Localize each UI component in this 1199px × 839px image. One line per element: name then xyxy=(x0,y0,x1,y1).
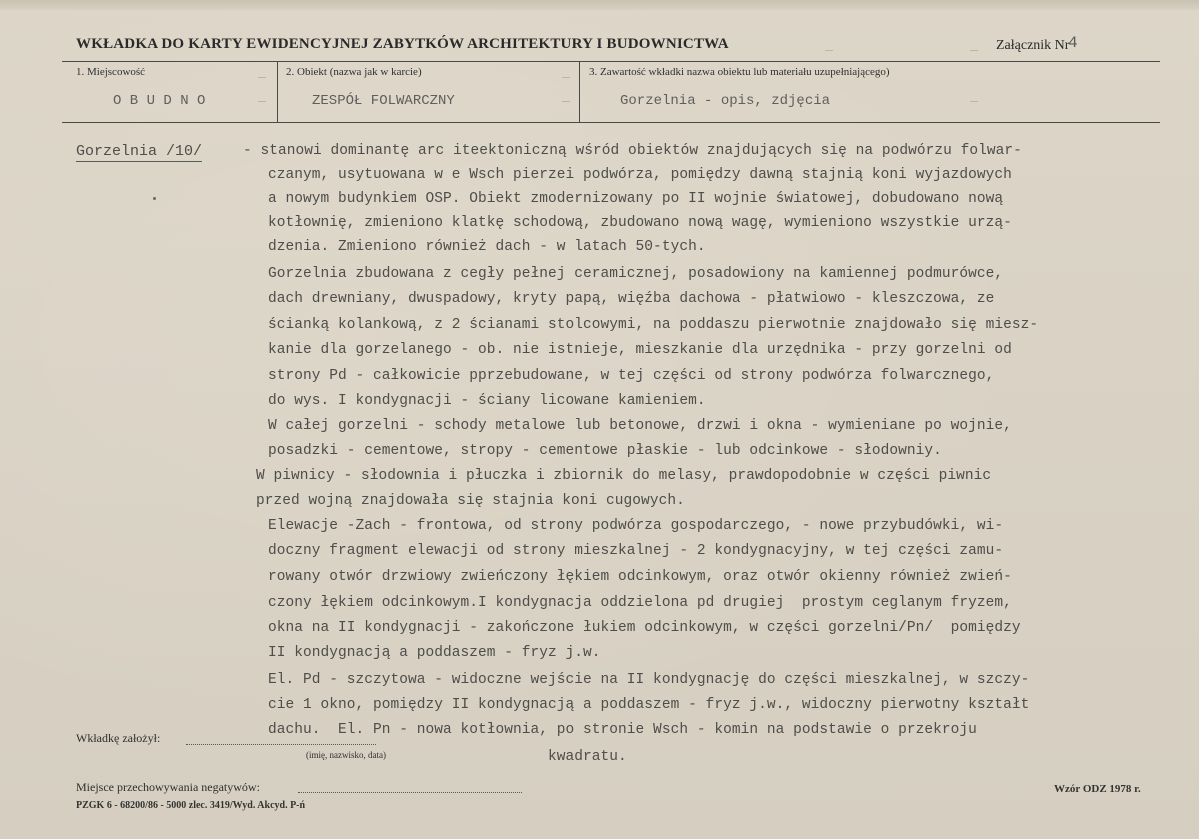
faint-dash xyxy=(970,50,978,51)
body-line: kwadratu. xyxy=(548,749,627,765)
body-line: rowany otwór drzwiowy zwieńczony łękiem odcinkowym, oraz otwór okienny również zwień- xyxy=(268,569,1012,585)
faint-dash xyxy=(562,77,570,78)
body-line: dachu. El. Pn - nowa kotłownia, po stronie Wsch - komin na podstawie o przekroju xyxy=(268,722,977,738)
body-line: czanym, usytuowana w e Wsch pierzei podwórza, pomiędzy dawną stajnią koni wyjazdowych xyxy=(268,167,1012,183)
body-line: dach drewniany, dwuspadowy, kryty papą, więźba dachowa - płatwiowo - kleszczowa, ze xyxy=(268,291,995,307)
body-line: strony Pd - całkowicie pprzebudowane, w tej części od strony podwórza folwarcznego, xyxy=(268,368,995,384)
field-divider-1 xyxy=(277,61,278,122)
body-line: ścianką kolankową, z 2 ścianami stolcowymi, na poddaszu pierwotnie znajdowało się miesz- xyxy=(268,317,1039,333)
header-top-rule xyxy=(62,61,1160,62)
annex-label: Załącznik Nr xyxy=(996,38,1070,53)
annex-number: 4 xyxy=(1068,34,1078,52)
body-line: W całej gorzelni - schody metalowe lub betonowe, drzwi i okna - wymieniane po wojnie, xyxy=(268,418,1012,434)
body-line: czony łękiem odcinkowym.I kondygnacja oddzielona pd drugiej prostym ceglanym fryzem, xyxy=(268,595,1012,611)
form-code: Wzór ODZ 1978 r. xyxy=(1054,783,1141,795)
negatives-label: Miejsce przechowywania negatywów: xyxy=(76,780,260,794)
body-line: kanie dla gorzelanego - ob. nie istnieje, mieszkanie dla urzędnika - przy gorzelni od xyxy=(268,342,1012,358)
body-line: - stanowi dominantę arc iteektoniczną wśród obiektów znajdujących się na podwórzu folwar- xyxy=(243,143,1022,159)
content-value: Gorzelnia - opis, zdjęcia xyxy=(620,93,831,109)
body-line: Elewacje -Zach - frontowa, od strony podwórza gospodarczego, - nowe przybudówki, wi- xyxy=(268,518,1004,534)
body-line: cie 1 okno, pomiędzy II kondygnacją a poddaszem - fryz j.w., widoczny pierwotny kształt xyxy=(268,697,1030,713)
faint-dash xyxy=(970,101,978,102)
scan-edge xyxy=(0,0,1199,10)
inserted-by-label: Wkładkę założył: xyxy=(76,731,161,745)
body-line: okna na II kondygnacji - zakończone łukiem odcinkowym, w części gorzelni/Pn/ pomiędzy xyxy=(268,620,1021,636)
inserted-by-caption: (imię, nazwisko, data) xyxy=(306,750,386,760)
page-mark xyxy=(153,197,156,200)
inserted-by-line xyxy=(186,744,376,745)
faint-dash xyxy=(825,50,833,51)
faint-dash xyxy=(258,101,266,102)
form-title: WKŁADKA DO KARTY EWIDENCYJNEJ ZABYTKÓW ARCHITEKTURY I BUDOWNICTWA xyxy=(76,36,729,52)
negatives-line xyxy=(298,792,522,793)
content-label: 3. Zawartość wkładki nazwa obiektu lub materiału uzupełniającego) xyxy=(589,66,890,78)
body-line: kotłownię, zmieniono klatkę schodową, zbudowano nową wagę, wymieniono wszystkie urzą- xyxy=(268,215,1012,231)
faint-dash xyxy=(562,101,570,102)
locality-label: 1. Miejscowość xyxy=(76,66,146,78)
print-info: PZGK 6 - 68200/86 - 5000 zlec. 3419/Wyd. Akcyd. P-ń xyxy=(76,800,306,811)
field-divider-2 xyxy=(579,61,580,122)
object-value: ZESPÓŁ FOLWARCZNY xyxy=(312,93,455,109)
body-line: posadzki - cementowe, stropy - cementowe płaskie - lub odcinkowe - słodowniy. xyxy=(268,443,942,459)
body-line: El. Pd - szczytowa - widoczne wejście na II kondygnację do części mieszkalnej, w szczy- xyxy=(268,672,1030,688)
body-line: przed wojną znajdowała się stajnia koni cugowych. xyxy=(256,493,685,509)
body-line: a nowym budynkiem OSP. Obiekt zmodernizowany po II wojnie światowej, dobudowano nową xyxy=(268,191,1004,207)
header-bottom-rule xyxy=(62,122,1160,123)
body-line: dzenia. Zmieniono również dach - w latach 50-tych. xyxy=(268,239,706,255)
locality-value: O B U D N O xyxy=(113,93,206,109)
body-line: Gorzelnia zbudowana z cegły pełnej ceramicznej, posadowiony na kamiennej podmurówce, xyxy=(268,266,1004,282)
faint-dash xyxy=(258,77,266,78)
object-heading: Gorzelnia /10/ xyxy=(76,143,203,160)
body-line: do wys. I kondygnacji - ściany licowane kamieniem. xyxy=(268,393,706,409)
body-line: II kondygnacją a poddaszem - fryz j.w. xyxy=(268,645,601,661)
body-line: W piwnicy - słodownia i płuczka i zbiornik do melasy, prawdopodobnie w części piwnic xyxy=(256,468,992,484)
body-line: doczny fragment elewacji od strony mieszkalnej - 2 kondygnacyjny, w tej części zamu- xyxy=(268,543,1004,559)
object-label: 2. Obiekt (nazwa jak w karcie) xyxy=(286,66,422,78)
